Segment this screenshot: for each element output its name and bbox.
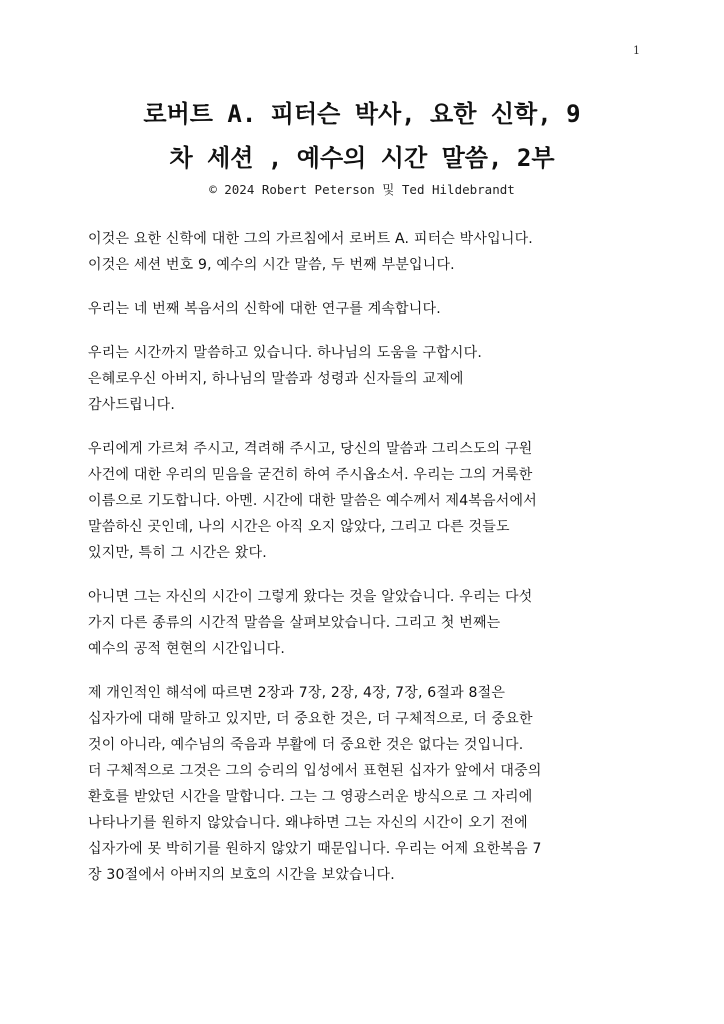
text-line: 우리에게 가르쳐 주시고, 격려해 주시고, 당신의 말씀과 그리스도의 구원 (88, 441, 533, 457)
paragraph-4 (88, 436, 668, 566)
text-line: 있지만, 특히 그 시간은 왔다. (88, 545, 267, 561)
text-line: 나타나기를 원하지 않았습니다. 왜냐하면 그는 자신의 시간이 오기 전에 (88, 815, 528, 831)
text-line: 제 개인적인 해석에 따르면 2장과 7장, 2장, 4장, 7장, 6절과 8절은 (88, 685, 506, 701)
text-line: 것이 아니라, 예수님의 죽음과 부활에 더 중요한 것은 없다는 것입니다. (88, 737, 524, 753)
text-line: 우리는 네 번째 복음서의 신학에 대한 연구를 계속합니다. (88, 301, 441, 317)
paragraph-6 (88, 680, 668, 888)
paragraph-1 (88, 226, 668, 278)
text-line: 사건에 대한 우리의 믿음을 굳건히 하여 주시옵소서. 우리는 그의 거룩한 (88, 467, 533, 483)
text-line: 아니면 그는 자신의 시간이 그렇게 왔다는 것을 알았습니다. 우리는 다섯 (88, 589, 533, 605)
text-line: 십자가에 못 박히기를 원하지 않았기 때문입니다. 우리는 어제 요한복음 7 (88, 841, 542, 857)
text-line: 장 30절에서 아버지의 보호의 시간을 보았습니다. (88, 867, 395, 883)
document-body (88, 226, 668, 906)
page-number: 1 (633, 44, 640, 57)
text-line: 은혜로우신 아버지, 하나님의 말씀과 성령과 신자들의 교제에 (88, 371, 464, 387)
text-line: 이름으로 기도합니다. 아멘. 시간에 대한 말씀은 예수께서 제4복음서에서 (88, 493, 537, 509)
title-line-2: 차 세션 , 예수의 시간 말씀, 2부 (169, 144, 555, 172)
paragraph-5 (88, 584, 668, 662)
text-line: 우리는 시간까지 말씀하고 있습니다. 하나님의 도움을 구합시다. (88, 345, 483, 361)
paragraph-3 (88, 340, 668, 418)
copyright-notice: © 2024 Robert Peterson 및 Ted Hildebrandt (209, 182, 515, 197)
document-title (60, 92, 664, 180)
text-line: 가지 다른 종류의 시간적 말씀을 살펴보았습니다. 그리고 첫 번째는 (88, 615, 501, 631)
paragraph-2 (88, 296, 668, 322)
title-line-1: 로버트 A. 피터슨 박사, 요한 신학, 9 (143, 100, 581, 128)
text-line: 이것은 세션 번호 9, 예수의 시간 말씀, 두 번째 부분입니다. (88, 257, 455, 273)
text-line: 감사드립니다. (88, 397, 175, 413)
text-line: 더 구체적으로 그것은 그의 승리의 입성에서 표현된 십자가 앞에서 대중의 (88, 763, 542, 779)
text-line: 예수의 공적 현현의 시간입니다. (88, 641, 286, 657)
text-line: 이것은 요한 신학에 대한 그의 가르침에서 로버트 A. 피터슨 박사입니다. (88, 231, 533, 247)
text-line: 말씀하신 곳인데, 나의 시간은 아직 오지 않았다, 그리고 다른 것들도 (88, 519, 510, 535)
text-line: 환호를 받았던 시간을 말합니다. 그는 그 영광스러운 방식으로 그 자리에 (88, 789, 533, 805)
text-line: 십자가에 대해 말하고 있지만, 더 중요한 것은, 더 구체적으로, 더 중요한 (88, 711, 533, 727)
